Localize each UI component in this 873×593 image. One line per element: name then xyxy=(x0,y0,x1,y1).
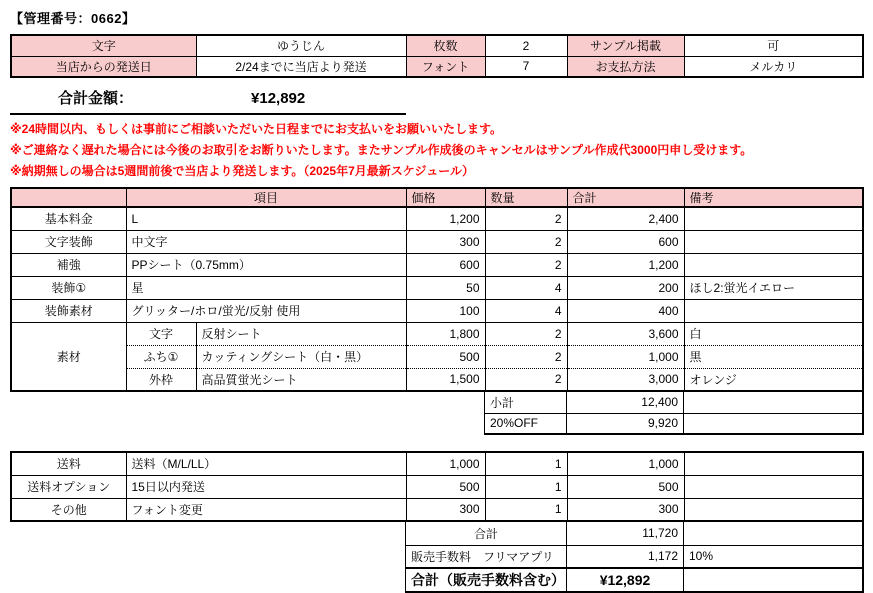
value-payment: メルカリ xyxy=(684,56,863,77)
cell-price: 1,500 xyxy=(406,368,485,391)
cell-desc: カッティングシート（白・黒） xyxy=(196,345,406,368)
cell-qty: 1 xyxy=(485,498,567,521)
cell-qty: 2 xyxy=(485,230,567,253)
discount-label: 20%OFF xyxy=(485,413,567,434)
main-table-header xyxy=(11,188,863,207)
notice-cancel-policy: ※ご連絡なく遅れた場合には今後のお取引をお断りいたします。またサンプル作成後のキャンセルはサンプル作成代3000円申し受けます。 xyxy=(10,143,753,157)
cell-category: 装飾素材 xyxy=(11,299,126,322)
cell-qty: 1 xyxy=(485,452,567,475)
value-font: 7 xyxy=(485,56,567,77)
label-font: フォント xyxy=(406,56,485,77)
cell-sub: ふち① xyxy=(126,345,196,368)
table-row xyxy=(11,475,863,498)
header-blank xyxy=(11,188,126,207)
header-price: 価格 xyxy=(406,188,485,207)
total-amount-value: ¥12,892 xyxy=(251,90,306,107)
value-maisu: 2 xyxy=(485,35,567,56)
cell-price: 600 xyxy=(406,253,485,276)
info-table xyxy=(10,34,864,78)
sum-value: 11,720 xyxy=(567,522,684,545)
cell-price: 300 xyxy=(406,230,485,253)
cell-sub: 外枠 xyxy=(126,368,196,391)
cell-note xyxy=(684,475,863,498)
sum-row xyxy=(406,522,863,545)
table-row xyxy=(11,230,863,253)
cell-price: 1,800 xyxy=(406,322,485,345)
value-sample: 可 xyxy=(684,35,863,56)
cell-price: 100 xyxy=(406,299,485,322)
cell-qty: 1 xyxy=(485,475,567,498)
cell-total: 3,600 xyxy=(567,322,684,345)
cell-total: 2,400 xyxy=(567,207,684,230)
cell-desc: 高品質蛍光シート xyxy=(196,368,406,391)
table-row xyxy=(11,207,863,230)
cell-total: 1,000 xyxy=(567,452,684,475)
label-ship-date: 当店からの発送日 xyxy=(11,56,196,77)
cell-note: ほし2:蛍光イエロー xyxy=(684,276,863,299)
cell-total: 500 xyxy=(567,475,684,498)
discount-row xyxy=(485,413,863,434)
cell-qty: 2 xyxy=(485,207,567,230)
cell-note: 黒 xyxy=(684,345,863,368)
cell-desc: 反射シート xyxy=(196,322,406,345)
cell-price: 1,200 xyxy=(406,207,485,230)
fee-value: 1,172 xyxy=(567,545,684,568)
cell-note xyxy=(684,452,863,475)
header-item: 項目 xyxy=(126,188,406,207)
cell-desc: L xyxy=(126,207,406,230)
cell-total: 1,200 xyxy=(567,253,684,276)
info-row-1 xyxy=(11,35,863,56)
table-row xyxy=(11,452,863,475)
cell-desc: 星 xyxy=(126,276,406,299)
grand-total-note xyxy=(684,568,863,592)
cell-category: 送料 xyxy=(11,452,126,475)
cell-qty: 2 xyxy=(485,253,567,276)
cell-category: 装飾① xyxy=(11,276,126,299)
cell-qty: 2 xyxy=(485,322,567,345)
cell-note xyxy=(684,230,863,253)
cell-desc: PPシート（0.75mm） xyxy=(126,253,406,276)
subtotal-row xyxy=(485,392,863,413)
label-maisu: 枚数 xyxy=(406,35,485,56)
sum-note xyxy=(684,522,863,545)
cell-note: 白 xyxy=(684,322,863,345)
discount-note xyxy=(684,413,863,434)
cell-qty: 4 xyxy=(485,276,567,299)
cell-qty: 2 xyxy=(485,368,567,391)
label-moji: 文字 xyxy=(11,35,196,56)
cell-category: 送料オプション xyxy=(11,475,126,498)
table-row-material xyxy=(11,322,863,345)
management-number: 【管理番号：0662】 xyxy=(10,11,136,26)
table-row-material xyxy=(11,345,863,368)
cell-desc: グリッター/ホロ/蛍光/反射 使用 xyxy=(126,299,406,322)
info-row-2 xyxy=(11,56,863,77)
cell-total: 3,000 xyxy=(567,368,684,391)
cell-note xyxy=(684,299,863,322)
discount-value: 9,920 xyxy=(567,413,684,434)
grand-total-block xyxy=(405,522,864,593)
cell-sub: 文字 xyxy=(126,322,196,345)
header-total: 合計 xyxy=(567,188,684,207)
cell-price: 500 xyxy=(406,475,485,498)
value-ship-date: 2/24までに当店より発送 xyxy=(196,56,406,77)
cell-desc: フォント変更 xyxy=(126,498,406,521)
label-payment: お支払方法 xyxy=(567,56,684,77)
table-row xyxy=(11,498,863,521)
cell-qty: 4 xyxy=(485,299,567,322)
cell-total: 200 xyxy=(567,276,684,299)
subtotal-value: 12,400 xyxy=(567,392,684,413)
cell-total: 300 xyxy=(567,498,684,521)
grand-total-row xyxy=(406,568,863,592)
subtotal-label: 小計 xyxy=(485,392,567,413)
cell-price: 1,000 xyxy=(406,452,485,475)
table-row xyxy=(11,253,863,276)
table-row xyxy=(11,276,863,299)
cell-qty: 2 xyxy=(485,345,567,368)
table-row-material xyxy=(11,368,863,391)
total-amount-line xyxy=(10,87,406,115)
grand-total-label: 合計（販売手数料含む） xyxy=(406,568,567,592)
cell-note: オレンジ xyxy=(684,368,863,391)
subtotal-block xyxy=(484,392,864,435)
cell-note xyxy=(684,207,863,230)
cell-total: 400 xyxy=(567,299,684,322)
cell-price: 50 xyxy=(406,276,485,299)
cell-category: 補強 xyxy=(11,253,126,276)
cell-total: 1,000 xyxy=(567,345,684,368)
fee-note: 10% xyxy=(684,545,863,568)
header-note: 備考 xyxy=(684,188,863,207)
cell-price: 500 xyxy=(406,345,485,368)
table-row xyxy=(11,299,863,322)
notices xyxy=(10,119,863,182)
sum-label: 合計 xyxy=(406,522,567,545)
label-sample: サンプル掲載 xyxy=(567,35,684,56)
fee-row xyxy=(406,545,863,568)
cell-category: その他 xyxy=(11,498,126,521)
cell-desc: 中文字 xyxy=(126,230,406,253)
cell-note xyxy=(684,498,863,521)
total-amount-label: 合計金額： xyxy=(58,90,134,107)
cell-price: 300 xyxy=(406,498,485,521)
cell-desc: 送料（M/L/LL） xyxy=(126,452,406,475)
notice-schedule: ※納期無しの場合は5週間前後で当店より発送します。（2025年7月最新スケジュール） xyxy=(10,164,475,178)
shipping-table xyxy=(10,451,864,522)
main-pricing-table xyxy=(10,187,864,392)
cell-note xyxy=(684,253,863,276)
value-moji: ゆうじん xyxy=(196,35,406,56)
grand-total-value: ¥12,892 xyxy=(567,568,684,592)
cell-total: 600 xyxy=(567,230,684,253)
cell-category: 基本料金 xyxy=(11,207,126,230)
subtotal-note xyxy=(684,392,863,413)
cell-category: 文字装飾 xyxy=(11,230,126,253)
cell-desc: 15日以内発送 xyxy=(126,475,406,498)
cell-category-material: 素材 xyxy=(11,322,126,391)
notice-payment-deadline: ※24時間以内、もしくは事前にご相談いただいた日程までにお支払いをお願いいたします。 xyxy=(10,122,503,136)
fee-label: 販売手数料 フリマアプリ xyxy=(406,545,567,568)
header-qty: 数量 xyxy=(485,188,567,207)
